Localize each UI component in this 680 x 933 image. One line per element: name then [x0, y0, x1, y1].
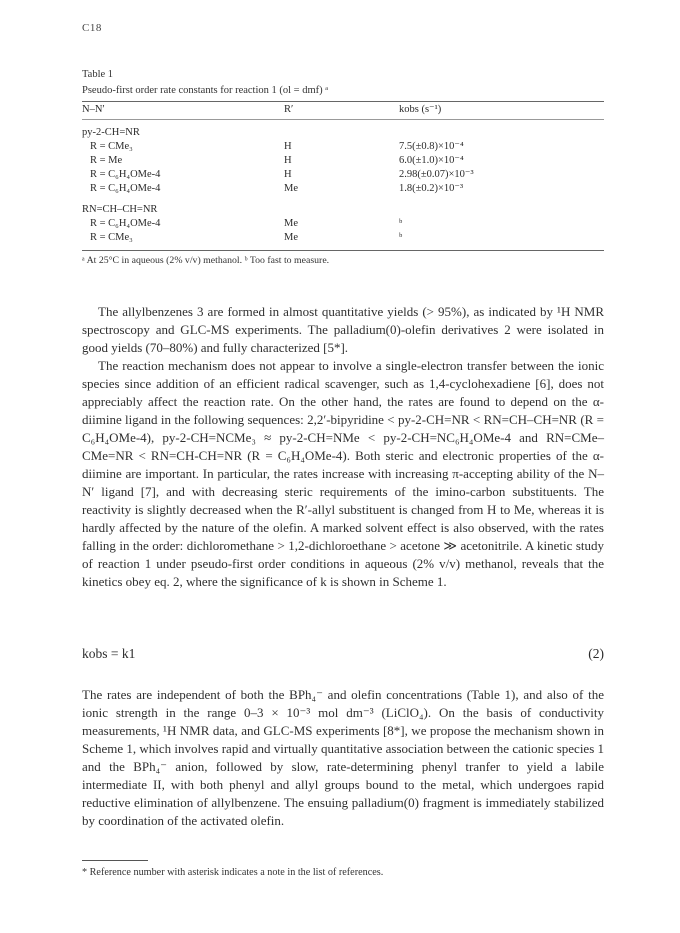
table-title: Table 1: [82, 69, 114, 80]
cell-r: Me: [284, 232, 298, 243]
equation-number: (2): [588, 646, 604, 661]
cell-kobs: 2.98(±0.07)×10⁻³: [399, 169, 474, 180]
cell-r: Me: [284, 183, 298, 194]
cell-kobs: ᵇ: [399, 232, 403, 243]
paragraph-2: The reaction mechanism does not appear to involve a single-electron transfer between the ionic species since addition of an efficient radical scavenger, such as 1,4-cyclohexadiene [6], does not appreciably affect the reaction rate. On the other hand, the rates are found to depend on the α-diimine ligand in the following sequences: 2,2′-bipyridine < py-2-CH=NR < RN=CH–CH=NR (R = C₆H₄OMe-4), py-2-CH=NCMe₃ ≈ py-2-CH=NMe < py-2-CH=NC₆H₄OMe-4 and RN=CMe–CMe=NR < RN=CH-CH=NR (R = C₆H₄OMe-4). Both steric and electronic properties of the α-diimine are important. In particular, the rates increase with increasing π-accepting ability of the N–N′ ligand [7], and with decreasing steric requirements of the imino-carbon substituents. The reactivity is slightly decreased when the R′-allyl substituent is changed from H to Me, whereas it is hardly affected by the nature of the olefin. A marked solvent effect is also observed, with the rates falling in the order: dichloromethane > 1,2-dichloroethane > acetone ≫ acetonitrile. A kinetic study of reaction 1 under pseudo-first order conditions in aqueous (2% v/v) methanol, reveals that the kinetics obey eq. 2, where the significance of k is shown in Scheme 1.: [82, 358, 604, 589]
equation-2: [82, 646, 604, 662]
header-col3: kobs (s⁻¹): [399, 104, 442, 115]
table-caption: Pseudo-first order rate constants for reaction 1 (ol = dmf) ᵃ: [82, 85, 329, 96]
cell-nn: R = CMe₃: [90, 141, 133, 152]
paragraph-3: The rates are independent of both the BPh₄⁻ and olefin concentrations (Table 1), and also of the ionic strength in the range 0–3 × 10⁻³ mol dm⁻³ (LiClO₄). On the basis of conductivity measurements, ¹H NMR data, and GLC-MS experiments [8*], we propose the mechanism shown in Scheme 1, which involves rapid and virtually quantitative association between the cationic species 1 and the BPh₄⁻ anion, followed by slow, rate-determining phenyl tranfer to yield a labile intermediate II, with both phenyl and allyl groups bound to the metal, which undergoes rapid reductive elimination of allylbenzene. The ensuing palladium(0) fragment is immediately stabilized by coordination of the activated olefin.: [82, 687, 605, 828]
table-footnote: ᵃ At 25°C in aqueous (2% v/v) methanol. ᵇ Too fast to measure.: [82, 255, 330, 266]
page-number-label: C18: [82, 22, 102, 34]
cell-kobs: 1.8(±0.2)×10⁻³: [399, 183, 464, 194]
cell-r: H: [284, 155, 292, 166]
cell-r: H: [284, 141, 292, 152]
table-bottom-rule: [82, 250, 604, 251]
paragraph-1: The allylbenzenes 3 are formed in almost quantitative yields (> 95%), as indicated by ¹H NMR spectroscopy and GLC-MS experiments. The palladium(0)-olefin derivatives 2 were isolated in good yields (70–80%) and fully characterized [5*].: [82, 304, 604, 355]
table-top-rule: [82, 101, 604, 102]
footnote-rule: [82, 860, 148, 861]
cell-kobs: 6.0(±1.0)×10⁻⁴: [399, 155, 464, 166]
cell-r: Me: [284, 218, 298, 229]
cell-nn: R = Me: [90, 155, 123, 166]
cell-nn: R = CMe₃: [90, 232, 133, 243]
table-row: [82, 217, 604, 231]
equation-text: kobs = k1: [82, 646, 136, 661]
page-footnote: * Reference number with asterisk indicates a note in the list of references.: [82, 867, 384, 878]
cell-nn: R = C₆H₄OMe-4: [90, 218, 161, 229]
group2-label: RN=CH–CH=NR: [82, 204, 158, 215]
table-header-rule: [82, 119, 604, 120]
table-group-label: [82, 203, 604, 217]
cell-kobs: 7.5(±0.8)×10⁻⁴: [399, 141, 464, 152]
cell-nn: R = C₆H₄OMe-4: [90, 169, 161, 180]
table-row: [82, 154, 604, 168]
table-group-label: [82, 126, 604, 140]
cell-kobs: ᵇ: [399, 218, 403, 229]
table-row: [82, 182, 604, 196]
group1-label: py-2-CH=NR: [82, 127, 140, 138]
table-header-row: [82, 103, 604, 117]
header-col1: N–N′: [82, 104, 105, 115]
table-row: [82, 140, 604, 154]
table-row: [82, 231, 604, 245]
header-col2: R′: [284, 104, 294, 115]
cell-r: H: [284, 169, 292, 180]
cell-nn: R = C₆H₄OMe-4: [90, 183, 161, 194]
table-row: [82, 168, 604, 182]
